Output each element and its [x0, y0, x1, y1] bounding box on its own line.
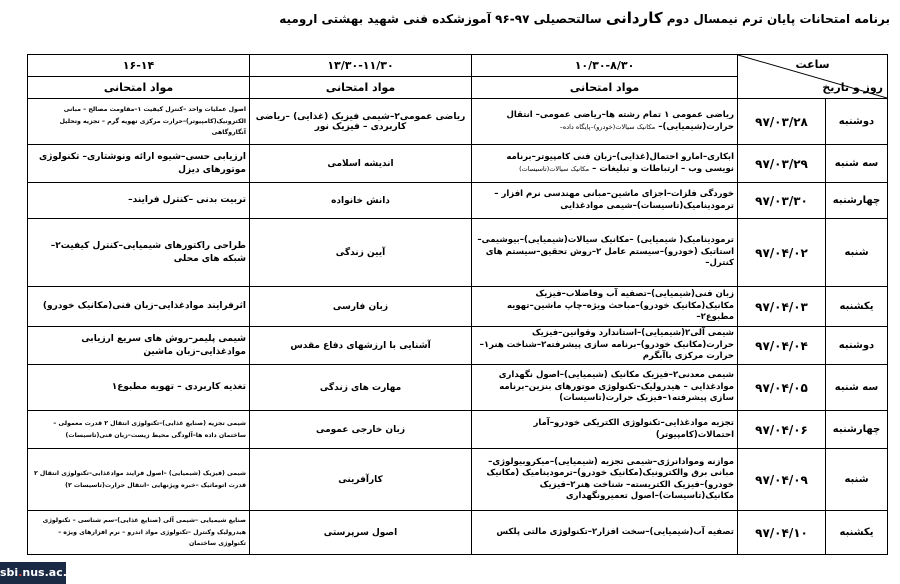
title-suffix: سالتحصیلی ۹۷-۹۶ آموزشکده فنی شهید بهشتی ارومیه — [279, 12, 602, 26]
slot1-subjects: تصفیه آب(شیمیایی)–سخت افزار۲–تکنولوژی مالتی پلکس — [472, 511, 738, 555]
table-row — [28, 365, 888, 411]
table-row — [28, 411, 888, 449]
time-slot-2: ۱۳/۳۰-۱۱/۳۰ — [250, 55, 472, 77]
slot2-subjects: آشنایی با ارزشهای دفاع مقدس — [250, 327, 472, 365]
slot3-subjects: طراحی راکتورهای شیمیایی–کنترل کیفیت۲–شبکه های محلی — [28, 219, 250, 287]
table-row — [28, 183, 888, 219]
slot3-subjects: اثرفرایند موادغذایی–زبان فنی(مکانیک خودرو) — [28, 287, 250, 327]
slot3-subjects: تغذیه کاربردی – تهویه مطبوع۱ — [28, 365, 250, 411]
slot1-subjects: موازنه وموادانرژی–شیمی تجزیه (شیمیایی)–میکروبیولوژی–مبانی برق والکترونیک(مکانیک خودرو)–ترمودینامیک (مکانیک خودرو)–فیزیک الکتریسته– شناخت هنر۲–فیزیک مکانیک(تاسیسات)–اصول تعمیرونگهداری — [472, 449, 738, 511]
slot2-subjects: اصول سرپرستی — [250, 511, 472, 555]
day-cell: شنبه — [826, 219, 888, 287]
table-row — [28, 511, 888, 555]
date-cell: ۹۷/۰۴/۰۵ — [738, 365, 826, 411]
date-cell: ۹۷/۰۴/۱۰ — [738, 511, 826, 555]
slot1-subjects: شیمی معدنی۲–فیزیک مکانیک (شیمیایی)–اصول نگهداری موادغذایی – هیدرولیک–تکنولوژی موتورهای بنزین–برنامه سازی پیشرفته۱–فیزیک حرارت(تاسیسات) — [472, 365, 738, 411]
time-slot-3: ۱۶-۱۴ — [28, 55, 250, 77]
date-cell: ۹۷/۰۳/۲۸ — [738, 99, 826, 145]
slot3-subjects: تربیت بدنی –کنترل فرایند– — [28, 183, 250, 219]
day-cell: دوشنبه — [826, 327, 888, 365]
title-highlight: کاردانی — [605, 9, 663, 27]
slot1-subjects: زبان فنی(شیمیایی)–تصفیه آب وفاضلاب–فیزیک مکانیک(مکانیک خودرو)–مباحث ویژه–چاپ ماشین–تهویه مطبوع۲– — [472, 287, 738, 327]
slot2-subjects: زبان فارسی — [250, 287, 472, 327]
time-slot-1: ۱۰/۳۰-۸/۳۰ — [472, 55, 738, 77]
site-watermark: sbi.nus.ac.ir — [0, 562, 66, 584]
date-cell: ۹۷/۰۳/۳۰ — [738, 183, 826, 219]
table-row — [28, 219, 888, 287]
page-title — [230, 9, 890, 27]
date-cell: ۹۷/۰۴/۰۴ — [738, 327, 826, 365]
day-cell: دوشنبه — [826, 99, 888, 145]
slot1-subjects: شیمی آلی۲(شیمیایی)–استاندارد وقوانین–فیزیک حرارت(مکانیک خودرو)–برنامه سازی پیشرفته۲–شناخت هنر۱–حرارت مرکزی باآبگرم — [472, 327, 738, 365]
day-cell: یکشنبه — [826, 511, 888, 555]
slot3-subjects: شیمی تجزیه (صنایع غذایی)–تکنولوژی انتقال ۲ قدرت معمولی –ساختمان داده ها–آلودگی محیط زیست–زبان فنی(تاسیسات) — [28, 411, 250, 449]
exam-schedule-table — [27, 54, 888, 555]
day-cell: سه شنبه — [826, 145, 888, 183]
day-cell: چهارشنبه — [826, 183, 888, 219]
title-prefix: برنامه امتحانات پایان ترم نیمسال دوم — [666, 12, 890, 26]
day-cell: چهارشنبه — [826, 411, 888, 449]
subject-header-2: مواد امتحانی — [250, 77, 472, 99]
slot2-subjects: ریاضی عمومی۲–شیمی فیزیک (غذایی) –ریاضی کاربردی – فیزیک نور — [250, 99, 472, 145]
subject-header-3: مواد امتحانی — [28, 77, 250, 99]
slot1-subjects: ریاضی عمومی ۱ تمام رشته ها–ریاضی عمومی– انتقال حرارت(شیمیایی)– مکانیک سیالات(خودرو)–پایگاه داده– — [472, 99, 738, 145]
slot3-subjects: اصول عملیات واحد –کنترل کیفیت ۱–مقاومت مصالح – مبانی الکترونیک(کامپیوتر)–حرارت مرکزی تهویه گرم – تجزیه وتحلیل آنگاروگاهی — [28, 99, 250, 145]
day-cell: شنبه — [826, 449, 888, 511]
slot3-subjects: شیمی (فیزیک (شیمیایی) –اصول فرایند موادغذایی–تکنولوژی انتقال ۲ قدرت اتوماتیک –خبره ویژنهایی –انتقال حرارت(تاسیسات ۲) — [28, 449, 250, 511]
time-label: ساعت — [795, 58, 830, 71]
day-date-header — [738, 55, 888, 99]
date-cell: ۹۷/۰۳/۲۹ — [738, 145, 826, 183]
date-cell: ۹۷/۰۴/۰۳ — [738, 287, 826, 327]
day-date-label: روز و تاریخ — [822, 81, 883, 94]
table-row — [28, 145, 888, 183]
table-row — [28, 99, 888, 145]
slot2-subjects: دانش خانواده — [250, 183, 472, 219]
day-cell: سه شنبه — [826, 365, 888, 411]
table-row — [28, 287, 888, 327]
subject-header-1: مواد امتحانی — [472, 77, 738, 99]
slot1-subjects: ابکاری–امارو احتمال(غذایی)–زبان فنی کامپیوتر–برنامه نویسی وب – ارتباطات و تبلیغات – مکانیک سیالات(تاسیسات) — [472, 145, 738, 183]
date-cell: ۹۷/۰۴/۰۲ — [738, 219, 826, 287]
slot2-subjects: زبان خارجی عمومی — [250, 411, 472, 449]
date-cell: ۹۷/۰۴/۰۶ — [738, 411, 826, 449]
slot3-subjects: ارزیابی حسی–شیوه ارائه ونوشتاری– تکنولوژی موتورهای دیزل — [28, 145, 250, 183]
slot2-subjects: کارآفرینی — [250, 449, 472, 511]
slot1-subjects: تجزیه موادغذایی–تکنولوژی الکتریکی خودرو–آمار احتمالات(کامپیوتر) — [472, 411, 738, 449]
table-row — [28, 327, 888, 365]
date-cell: ۹۷/۰۴/۰۹ — [738, 449, 826, 511]
slot2-subjects: مهارت های زندگی — [250, 365, 472, 411]
slot3-subjects: صنایع شیمیایی –شیمی آلی (صنایع غذایی)–سم شناسی – تکنولوژی هیدرولیک وکنترل –تکنولوژی مواد اندرو – نرم افزارهای ویژه –تکنولوژی ساختمان — [28, 511, 250, 555]
slot3-subjects: شیمی پلیمر–روش های سریع ارزیابی موادغذایی–زبان ماشین — [28, 327, 250, 365]
day-cell: یکشنبه — [826, 287, 888, 327]
table-row — [28, 449, 888, 511]
slot1-subjects: ترمودینامیک( شیمیایی) –مکانیک سیالات(شیمیایی)–بیوشیمی– استاتیک (خودرو)–سیستم عامل ۲–روش تحقیق–سیستم های کنترل– — [472, 219, 738, 287]
slot2-subjects: آیین زندگی — [250, 219, 472, 287]
slot2-subjects: اندیشه اسلامی — [250, 145, 472, 183]
slot1-subjects: خوردگی فلزات–اجزای ماشین–مبانی مهندسی نرم افزار – ترمودینامیک(تاسیسات)–شیمی موادغذایی — [472, 183, 738, 219]
